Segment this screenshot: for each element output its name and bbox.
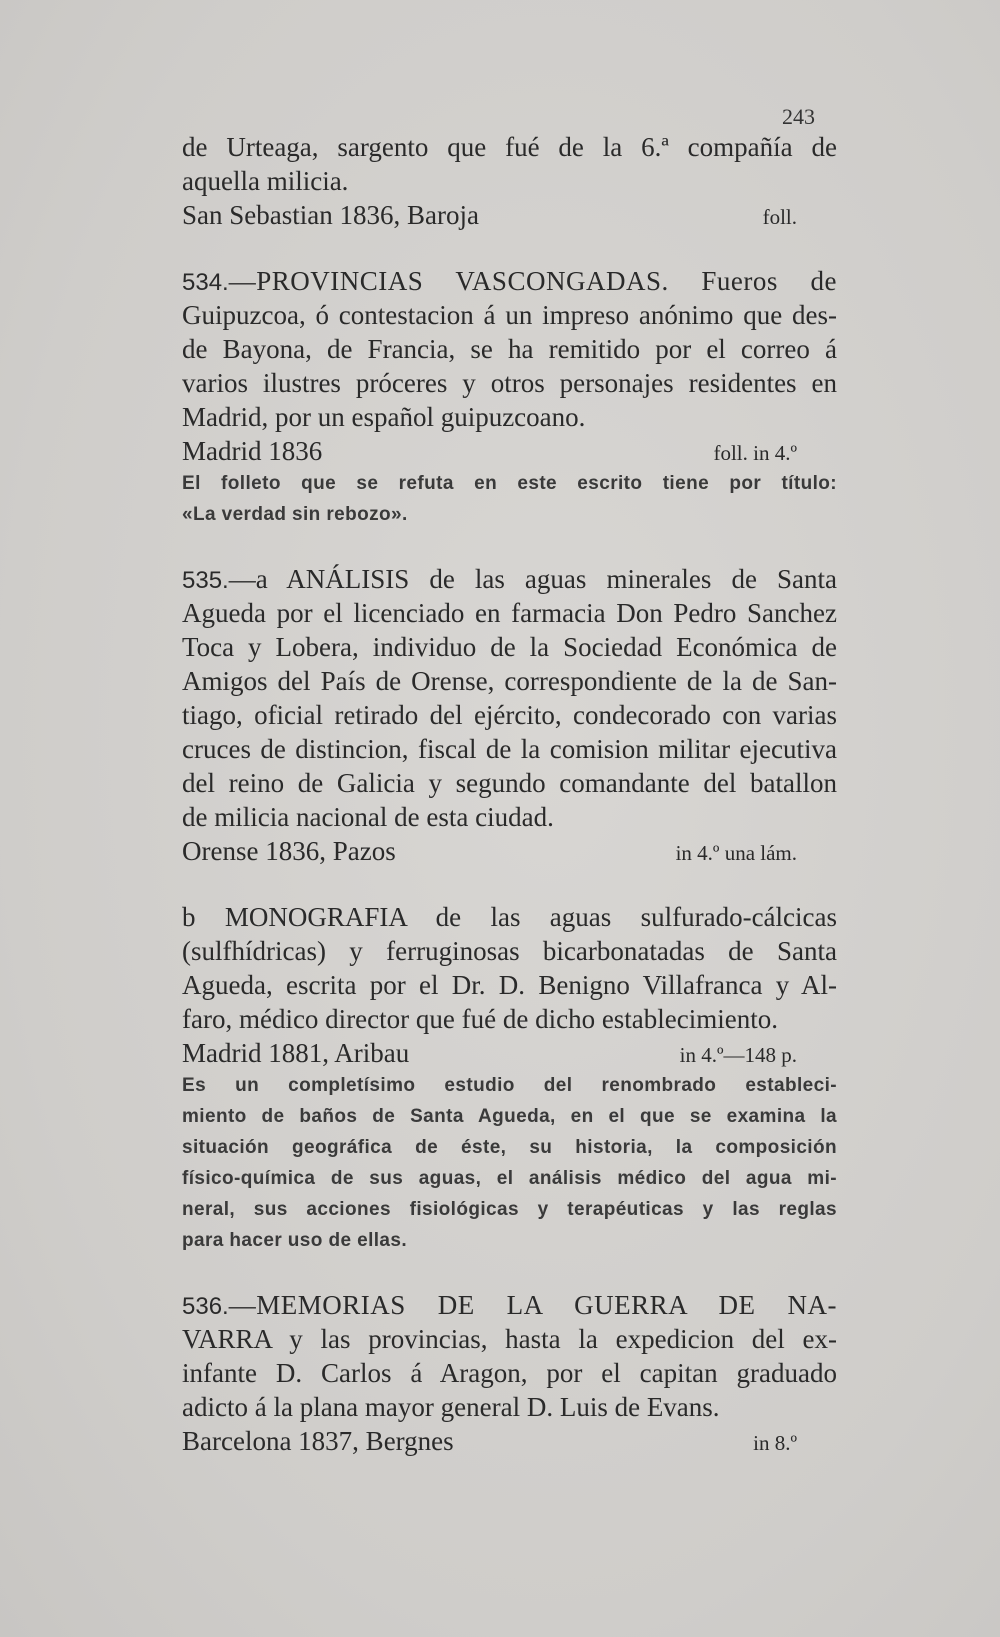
note-line: neral, sus acciones fisiológicas y terapéuticas y las reglas xyxy=(182,1199,837,1220)
entry-number: 534. xyxy=(182,269,229,296)
text-line: de milicia nacional de esta ciudad. xyxy=(182,802,554,832)
imprint: Madrid 1881, Aribau xyxy=(182,1038,410,1068)
text-line: adicto á la plana mayor general D. Luis de Evans. xyxy=(182,1392,720,1422)
imprint-line xyxy=(182,434,837,468)
text-line: Agueda por el licenciado en farmacia Don Pedro Sanchez xyxy=(182,598,837,628)
entry-continuation xyxy=(182,130,837,232)
entry-number: 535. xyxy=(182,567,229,594)
text-line: varios ilustres próceres y otros personajes residentes en xyxy=(182,368,837,398)
text-line: aquella milicia. xyxy=(182,166,349,196)
note-line: físico-química de sus aguas, el análisis médico del agua mi- xyxy=(182,1168,837,1189)
note-line: miento de baños de Santa Agueda, en el que se examina la xyxy=(182,1106,837,1127)
text-line: cruces de distincion, fiscal de la comision militar ejecutiva xyxy=(182,734,837,764)
imprint-line xyxy=(182,1036,837,1070)
text-line: infante D. Carlos á Aragon, por el capitan graduado xyxy=(182,1358,837,1388)
entry-heading: —a ANÁLISIS de las aguas minerales de Santa xyxy=(228,564,837,594)
text-line: Amigos del País de Orense, correspondiente de la de San- xyxy=(182,666,837,696)
imprint-line xyxy=(182,834,837,868)
imprint: Barcelona 1837, Bergnes xyxy=(182,1426,454,1456)
imprint: Madrid 1836 xyxy=(182,436,323,466)
text-line: Guipuzcoa, ó contestacion á un impreso anónimo que des- xyxy=(182,300,837,330)
text-line: de Urteaga, sargento que fué de la 6.ª compañía de xyxy=(182,132,837,162)
format: in 8.º xyxy=(753,1431,797,1455)
text-line: VARRA y las provincias, hasta la expedicion del ex- xyxy=(182,1324,837,1354)
note-line: Es un completísimo estudio del renombrado estableci- xyxy=(182,1075,837,1096)
page-text xyxy=(182,130,837,1458)
format: in 4.º una lám. xyxy=(675,841,797,865)
text-line: Agueda, escrita por el Dr. D. Benigno Villafranca y Al- xyxy=(182,970,837,1000)
note-line: para hacer uso de ellas. xyxy=(182,1230,408,1251)
entry-heading-line xyxy=(182,1288,837,1322)
entry-heading: —MEMORIAS DE LA GUERRA DE NA- xyxy=(228,1290,837,1320)
entry-535a xyxy=(182,562,837,868)
entry-heading-line: b MONOGRAFIA de las aguas sulfurado-cálcicas xyxy=(182,902,837,932)
format: in 4.º—148 p. xyxy=(679,1043,797,1067)
format: foll. xyxy=(762,205,797,229)
text-line: Toca y Lobera, individuo de la Sociedad Económica de xyxy=(182,632,837,662)
note-line: El folleto que se refuta en este escrito tiene por título: xyxy=(182,473,837,494)
entry-number: 536. xyxy=(182,1293,229,1320)
imprint: San Sebastian 1836, Baroja xyxy=(182,200,479,230)
entry-heading: —PROVINCIAS VASCONGADAS. Fueros de xyxy=(228,266,837,296)
entry-heading-line xyxy=(182,264,837,298)
text-line: de Bayona, de Francia, se ha remitido por el correo á xyxy=(182,334,837,364)
imprint-line xyxy=(182,198,837,232)
text-line: (sulfhídricas) y ferruginosas bicarbonatadas de Santa xyxy=(182,936,837,966)
entry-heading-line xyxy=(182,562,837,596)
note-line: «La verdad sin rebozo». xyxy=(182,504,408,525)
text-line: del reino de Galicia y segundo comandante del batallon xyxy=(182,768,837,798)
text-line: tiago, oficial retirado del ejército, condecorado con varias xyxy=(182,700,837,730)
imprint-line xyxy=(182,1424,837,1458)
note-line: situación geográfica de éste, su historia, la composición xyxy=(182,1137,837,1158)
page-number: 243 xyxy=(782,104,815,129)
text-line: Madrid, por un español guipuzcoano. xyxy=(182,402,586,432)
format: foll. in 4.º xyxy=(713,441,797,465)
entry-536 xyxy=(182,1288,837,1458)
text-line: faro, médico director que fué de dicho establecimiento. xyxy=(182,1004,779,1034)
entry-535b xyxy=(182,900,837,1256)
entry-534 xyxy=(182,264,837,530)
imprint: Orense 1836, Pazos xyxy=(182,836,396,866)
